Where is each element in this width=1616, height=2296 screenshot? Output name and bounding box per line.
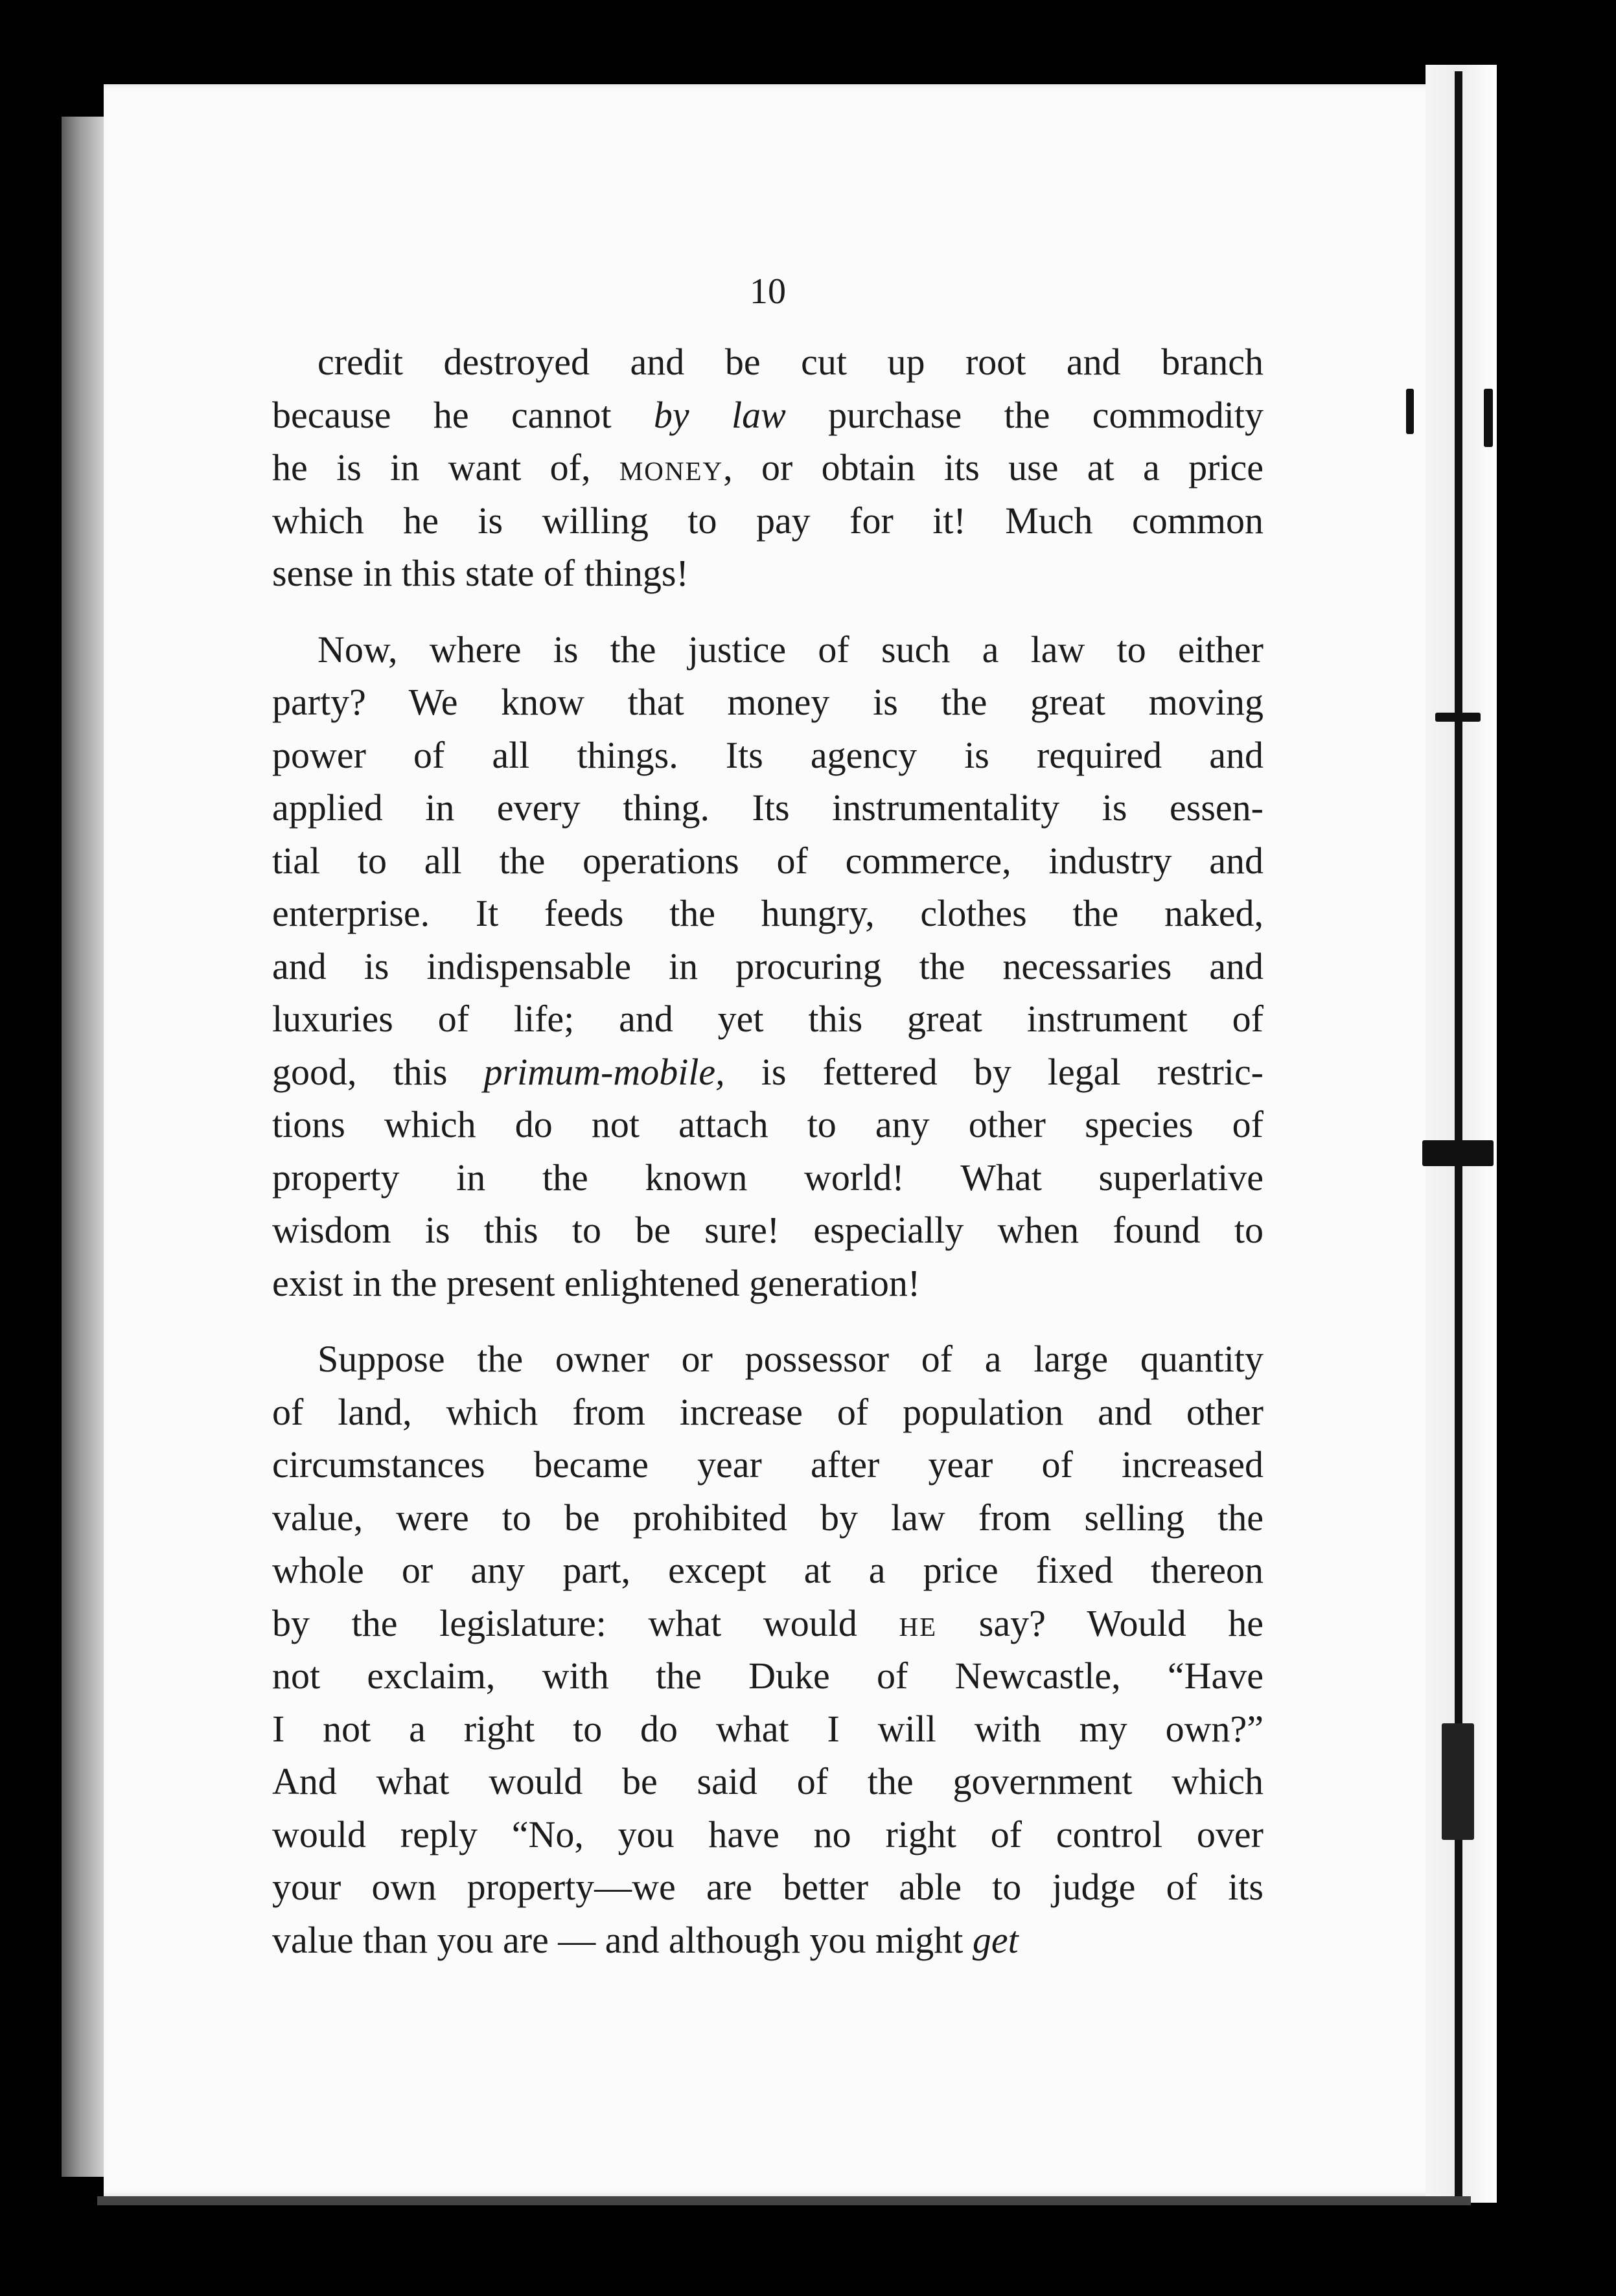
text-run: good, this (272, 1050, 484, 1093)
text-line (272, 993, 1264, 1046)
paragraph (272, 1333, 1264, 1966)
text-line (272, 1333, 1264, 1386)
binding-mark (1422, 1140, 1494, 1166)
book-bottom-edge (97, 2196, 1471, 2205)
text-run: would reply “No, you have no right of control over (272, 1813, 1264, 1855)
text-run: property in the known world! What superlative (272, 1156, 1264, 1199)
text-line (272, 1597, 1264, 1650)
italic-run: get (972, 1918, 1019, 1961)
small-caps-run: money (619, 446, 724, 488)
text-line (272, 940, 1264, 993)
paragraph-gap (272, 1309, 1264, 1333)
text-run: purchase the commodity (785, 393, 1264, 436)
paragraph (272, 336, 1264, 600)
text-run: not exclaim, with the Duke of Newcastle, “Have (272, 1655, 1264, 1697)
text-line (272, 1046, 1264, 1099)
text-line (272, 441, 1264, 494)
text-line (272, 1914, 1264, 1967)
body-text (272, 336, 1264, 1966)
text-line (272, 623, 1264, 676)
text-line (272, 1861, 1264, 1914)
small-caps-run: he (899, 1601, 938, 1644)
text-run: of land, which from increase of population and other (272, 1390, 1264, 1433)
text-run: is fettered by legal restric- (724, 1050, 1264, 1093)
text-line (272, 1386, 1264, 1439)
text-line (272, 834, 1264, 888)
text-block (272, 259, 1264, 1966)
text-run: value, were to be prohibited by law from selling the (272, 1496, 1264, 1539)
paragraph-gap (272, 600, 1264, 623)
text-run: tial to all the operations of commerce, industry and (272, 839, 1264, 882)
text-line (272, 336, 1264, 389)
text-run: Now, where is the justice of such a law to either (317, 628, 1264, 671)
text-run: luxuries of life; and yet this great instrument of (272, 998, 1264, 1040)
italic-run: by law (653, 393, 786, 436)
paragraph (272, 623, 1264, 1310)
text-line (272, 781, 1264, 834)
text-run: power of all things. Its agency is required and (272, 733, 1264, 776)
text-line (272, 547, 1264, 600)
text-line (272, 1098, 1264, 1151)
text-line (272, 1649, 1264, 1703)
text-line (272, 729, 1264, 782)
binding-mark (1406, 389, 1414, 434)
text-run: and is indispensable in procuring the necessaries and (272, 945, 1264, 987)
text-line (272, 1204, 1264, 1257)
binding-mark (1484, 389, 1493, 447)
text-line (272, 1703, 1264, 1756)
text-run: And what would be said of the government which (272, 1760, 1264, 1802)
text-line (272, 1151, 1264, 1204)
text-line (272, 1257, 1264, 1310)
text-run: exist in the present enlightened generation! (272, 1261, 921, 1304)
text-run: party? We know that money is the great moving (272, 681, 1264, 723)
text-run: enterprise. It feeds the hungry, clothes the naked, (272, 892, 1264, 934)
binding-mark (1442, 1723, 1474, 1840)
text-run: sense in this state of things! (272, 552, 689, 594)
text-run: credit destroyed and be cut up root and branch (317, 341, 1264, 383)
text-line (272, 389, 1264, 442)
text-run: whole or any part, except at a price fixed thereon (272, 1549, 1264, 1591)
text-line (272, 1438, 1264, 1491)
text-run: because he cannot (272, 393, 654, 436)
text-line (272, 1544, 1264, 1597)
text-run: wisdom is this to be sure! especially when found to (272, 1209, 1264, 1251)
text-line (272, 676, 1264, 729)
text-run: Suppose the owner or possessor of a large quantity (317, 1338, 1264, 1380)
text-line (272, 1755, 1264, 1808)
text-run: say? Would he (937, 1601, 1264, 1644)
text-line (272, 1491, 1264, 1544)
text-run: which he is willing to pay for it! Much common (272, 499, 1264, 542)
text-run: I not a right to do what I will with my own?” (272, 1707, 1264, 1750)
text-line (272, 887, 1264, 940)
text-run: tions which do not attach to any other species of (272, 1103, 1264, 1145)
text-line (272, 494, 1264, 547)
text-run: value than you are — and although you might (272, 1918, 973, 1961)
italic-run: primum-mobile, (483, 1050, 725, 1093)
text-run: applied in every thing. Its instrumentality is essen- (272, 786, 1264, 829)
text-line (272, 1808, 1264, 1861)
text-run: your own property—we are better able to judge of its (272, 1866, 1264, 1908)
text-run: , or obtain its use at a price (723, 446, 1264, 488)
binding-thread (1455, 71, 1462, 2196)
text-run: by the legislature: what would (272, 1601, 899, 1644)
text-run: circumstances became year after year of increased (272, 1443, 1264, 1486)
page-number: 10 (750, 271, 786, 312)
binding-mark (1435, 713, 1481, 722)
book-left-edge (62, 117, 107, 2177)
text-run: he is in want of, (272, 446, 619, 488)
